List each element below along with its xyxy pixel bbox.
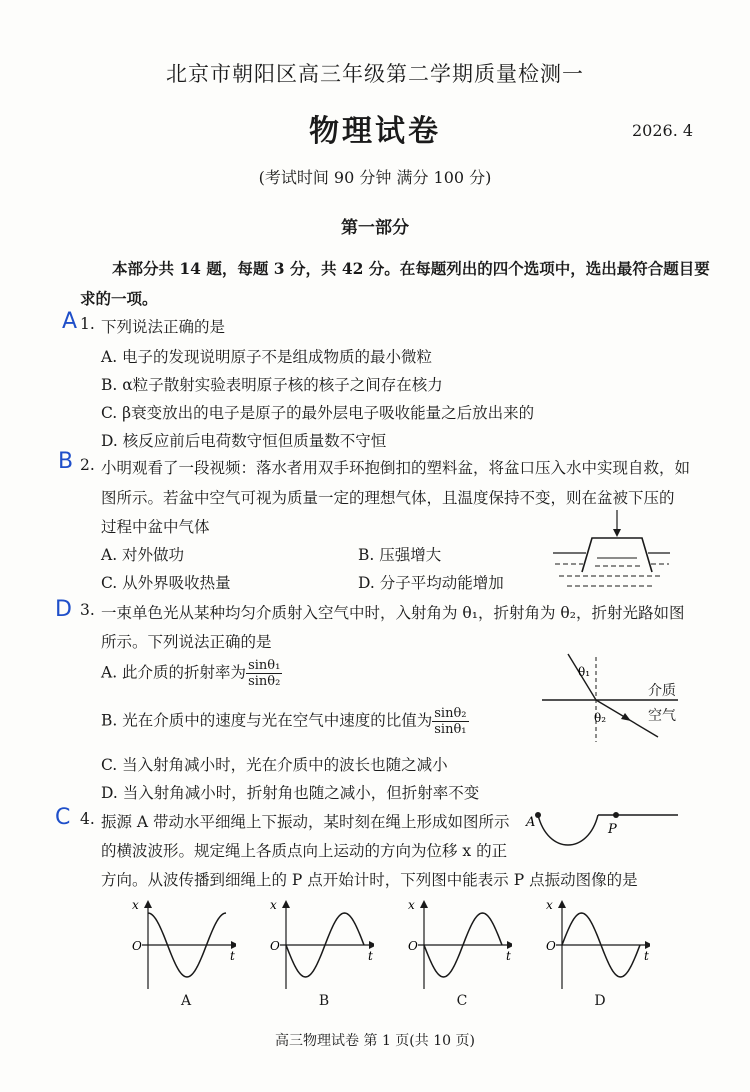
q4-graph-B-x-label: t [368, 949, 373, 963]
q3-theta2-label: θ₂ [594, 711, 607, 725]
q4-graph-A-x-arrow [144, 900, 152, 908]
q3-option-b-fraction [432, 706, 468, 737]
q3-frac-b-numerator: sinθ₂ [434, 706, 467, 721]
q4-graph-A-caption: A [180, 993, 192, 1009]
q1-option-c: C. β衰变放出的电子是原子的最外层电子吸收能量之后放出来的 [101, 404, 535, 422]
q3-option-c: C. 当入射角减小时，光在介质中的波长也随之减小 [101, 756, 448, 774]
q3-stem-line-1: 一束单色光从某种均匀介质射入空气中时，入射角为 θ₁，折射角为 θ₂，折射光路如图 [101, 604, 685, 622]
section-title: 第一部分 [341, 218, 409, 238]
q3-frac-b-denominator: sinθ₁ [434, 722, 467, 737]
q1-handwritten-answer: A [62, 309, 78, 334]
q3-frac-a-denominator: sinθ₂ [248, 674, 281, 689]
q4-graph-B-x-arrow [282, 900, 290, 908]
q4-graph-A-origin: O [132, 939, 142, 953]
q2-option-a: A. 对外做功 [101, 546, 185, 564]
q2-option-d: D. 分子平均动能增加 [358, 574, 504, 592]
page-footer: 高三物理试卷 第 1 页(共 10 页) [275, 1033, 475, 1049]
q2-basin-figure [545, 510, 675, 590]
q2-number: 2. [80, 456, 95, 474]
q4-graph-B-caption: B [318, 993, 330, 1009]
q4-graph-D-x-arrow [558, 900, 566, 908]
q4-graph-A-t-arrow [231, 941, 236, 949]
q4-graph-B-origin: O [270, 939, 280, 953]
q1-stem: 下列说法正确的是 [101, 318, 226, 336]
q1-number: 1. [80, 315, 95, 333]
q4-graph-C-x-label: t [506, 949, 511, 963]
q4-graph-D-t-arrow [645, 941, 650, 949]
q4-handwritten-answer: C [55, 805, 71, 830]
q4-graph-C [402, 897, 512, 992]
q4-graph-D-caption: D [594, 993, 606, 1009]
q4-graph-D [540, 897, 650, 992]
q3-theta1-label: θ₁ [578, 665, 591, 679]
section-instruction-line-1: 本部分共 14 题，每题 3 分，共 42 分。在每题列出的四个选项中，选出最符合题目要 [112, 259, 710, 278]
page-title: 物理试卷 [309, 114, 441, 149]
q3-medium-label: 介质 [648, 683, 676, 699]
q3-option-a [101, 658, 282, 689]
q3-option-d: D. 当入射角减小时，折射角也随之减小，但折射率不变 [101, 784, 480, 802]
q4-graph-C-x-arrow [420, 900, 428, 908]
q4-graph-B-t-arrow [369, 941, 374, 949]
section-instruction-line-2: 求的一项。 [80, 289, 158, 308]
q3-number: 3. [80, 601, 95, 619]
exam-header: 北京市朝阳区高三年级第二学期质量检测一 [166, 62, 584, 86]
q4-graph-B-y-label: x [270, 898, 277, 912]
q2-option-c: C. 从外界吸收热量 [101, 574, 231, 592]
q3-option-b-prefix: B. 光在介质中的速度与光在空气中速度的比值为 [101, 711, 433, 730]
q4-graph-A [126, 897, 236, 992]
q4-graph-C-y-label: x [408, 898, 415, 912]
q3-air-label: 空气 [648, 708, 676, 724]
q1-option-a: A. 电子的发现说明原子不是组成物质的最小微粒 [101, 348, 433, 366]
q4-number: 4. [80, 810, 95, 828]
q3-handwritten-answer: D [55, 597, 72, 622]
q4-stem-line-2: 的横波波形。规定绳上各质点向上运动的方向为位移 x 的正 [101, 842, 508, 860]
q2-handwritten-answer: B [58, 449, 74, 474]
q4-graph-A-x-label: t [230, 949, 235, 963]
q4-graph-C-t-arrow [507, 941, 512, 949]
q3-option-a-fraction [246, 658, 282, 689]
q4-point-label: P [608, 822, 617, 837]
q4-graph-C-origin: O [408, 939, 418, 953]
q4-graph-D-x-label: t [644, 949, 649, 963]
q2-stem-line-2: 图所示。若盆中空气可视为质量一定的理想气体，且温度保持不变，则在盆被下压的 [101, 489, 675, 507]
q4-stem-line-1: 振源 A 带动水平细绳上下振动，某时刻在绳上形成如图所示 [101, 813, 510, 831]
q4-graph-C-caption: C [456, 993, 468, 1009]
q1-option-d: D. 核反应前后电荷数守恒但质量数不守恒 [101, 432, 387, 450]
q1-option-b: B. α粒子散射实验表明原子核的核子之间存在核力 [101, 376, 443, 394]
q4-graph-B [264, 897, 374, 992]
q2-stem-line-3: 过程中盆中气体 [101, 518, 210, 536]
q4-graph-A-y-label: x [132, 898, 139, 912]
q3-option-b [101, 706, 469, 737]
q4-stem-line-3: 方向。从波传播到细绳上的 P 点开始计时，下列图中能表示 P 点振动图像的是 [101, 871, 638, 889]
q3-stem-line-2: 所示。下列说法正确的是 [101, 633, 272, 651]
q3-frac-a-numerator: sinθ₁ [248, 658, 281, 673]
q2-option-b: B. 压强增大 [358, 546, 442, 564]
q3-option-a-prefix: A. 此介质的折射率为 [101, 663, 247, 682]
q2-stem-line-1: 小明观看了一段视频：落水者用双手环抱倒扣的塑料盆，将盆口压入水中实现自救，如 [101, 459, 691, 477]
q4-source-label: A [526, 815, 536, 830]
q4-rope-wave-figure [520, 800, 680, 862]
exam-meta: (考试时间 90 分钟 满分 100 分) [258, 168, 492, 187]
q4-graph-D-y-label: x [546, 898, 553, 912]
exam-date: 2026. 4 [632, 121, 694, 140]
q4-graph-D-origin: O [546, 939, 556, 953]
